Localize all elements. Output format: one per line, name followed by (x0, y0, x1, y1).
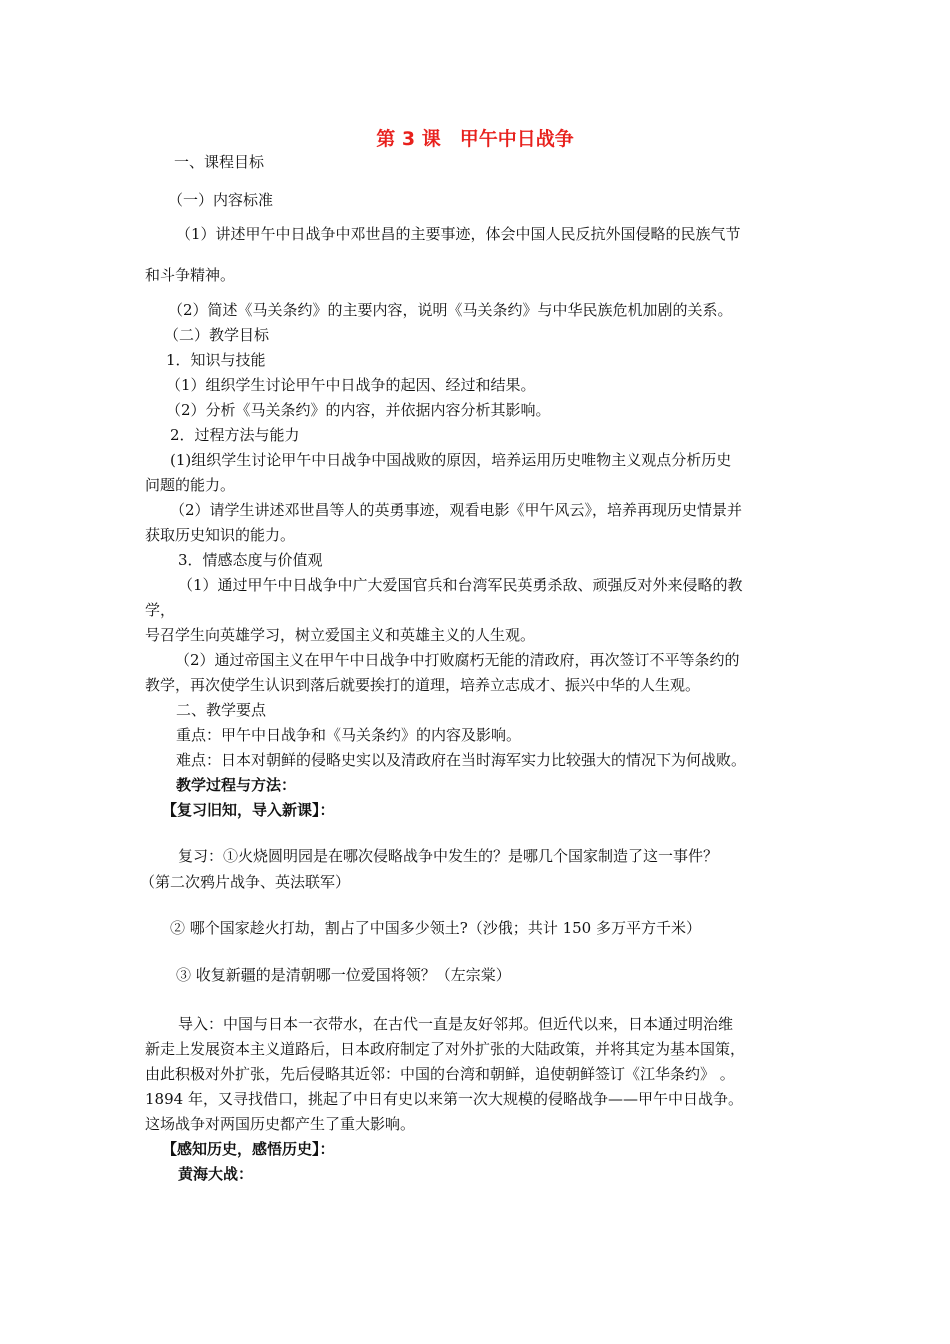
paragraph-line: 难点：日本对朝鲜的侵略史实以及清政府在当时海军实力比较强大的情况下为何战败。 (176, 751, 747, 769)
paragraph-line: 1894 年，又寻找借口，挑起了中日有史以来第一次大规模的侵略战争——甲午中日战争。 (145, 1090, 743, 1108)
section-heading: 一、课程目标 (174, 153, 265, 171)
lesson-title: 第 3 课 甲午中日战争 (376, 128, 574, 150)
paragraph-line: 和斗争精神。 (145, 266, 236, 284)
paragraph-line: 重点：甲午中日战争和《马关条约》的内容及影响。 (176, 726, 522, 744)
paragraph-line: （2）分析《马关条约》的内容，并依据内容分析其影响。 (166, 401, 551, 419)
bold-heading: 【感知历史，感悟历史】： (162, 1140, 335, 1158)
paragraph-line: （1）讲述甲午中日战争中邓世昌的主要事迹，体会中国人民反抗外国侵略的民族气节 (176, 225, 741, 243)
bold-heading: 教学过程与方法： (176, 776, 297, 794)
list-heading: 1．知识与技能 (166, 351, 266, 369)
subsection-heading: （二）教学目标 (164, 326, 270, 344)
paragraph-line: （2）简述《马关条约》的主要内容，说明《马关条约》与中华民族危机加剧的关系。 (168, 301, 733, 319)
paragraph-line: 由此积极对外扩张，先后侵略其近邻：中国的台湾和朝鲜，追使朝鲜签订《江华条约》 。 (145, 1065, 735, 1083)
paragraph-line: 导入：中国与日本一衣带水，在古代一直是友好邻邦。但近代以来，日本通过明治维 (178, 1015, 734, 1033)
list-heading: 3．情感态度与价值观 (178, 551, 323, 569)
bold-heading: 【复习旧知，导入新课】： (162, 801, 335, 819)
paragraph-line: 获取历史知识的能力。 (145, 526, 296, 544)
paragraph-line: （1）组织学生讨论甲午中日战争的起因、经过和结果。 (166, 376, 536, 394)
paragraph-line: ③ 收复新疆的是清朝哪一位爱国将领？（左宗棠） (176, 966, 511, 984)
paragraph-line: 这场战争对两国历史都产生了重大影响。 (145, 1115, 416, 1133)
bold-heading: 黄海大战： (178, 1165, 254, 1183)
paragraph-line: 复习：①火烧圆明园是在哪次侵略战争中发生的？是哪几个国家制造了这一事件？ (178, 847, 719, 865)
paragraph-line: （2）通过帝国主义在甲午中日战争中打败腐朽无能的清政府，再次签订不平等条约的 (175, 651, 740, 669)
list-heading: 2．过程方法与能力 (170, 426, 300, 444)
paragraph-line: (1)组织学生讨论甲午中日战争中国战败的原因，培养运用历史唯物主义观点分析历史 (170, 451, 732, 469)
paragraph-line: 教学，再次使学生认识到落后就要挨打的道理，培养立志成才、振兴中华的人生观。 (145, 676, 701, 694)
section-heading: 二、教学要点 (176, 701, 267, 719)
paragraph-line: 新走上发展资本主义道路后，日本政府制定了对外扩张的大陆政策，并将其定为基本国策， (145, 1040, 746, 1058)
paragraph-line: 学， (145, 601, 176, 619)
subsection-heading: （一）内容标准 (168, 191, 274, 209)
paragraph-line: （第二次鸦片战争、英法联军） (140, 873, 351, 891)
paragraph-line: 号召学生向英雄学习，树立爱国主义和英雄主义的人生观。 (145, 626, 536, 644)
paragraph-line: 问题的能力。 (145, 476, 236, 494)
paragraph-line: （2）请学生讲述邓世昌等人的英勇事迹，观看电影《甲午风云》，培养再现历史情景并 (170, 501, 743, 519)
paragraph-line: （1）通过甲午中日战争中广大爱国官兵和台湾军民英勇杀敌、顽强反对外来侵略的教 (178, 576, 743, 594)
paragraph-line: ② 哪个国家趁火打劫，割占了中国多少领土?（沙俄；共计 150 多万平方千米） (170, 919, 701, 937)
